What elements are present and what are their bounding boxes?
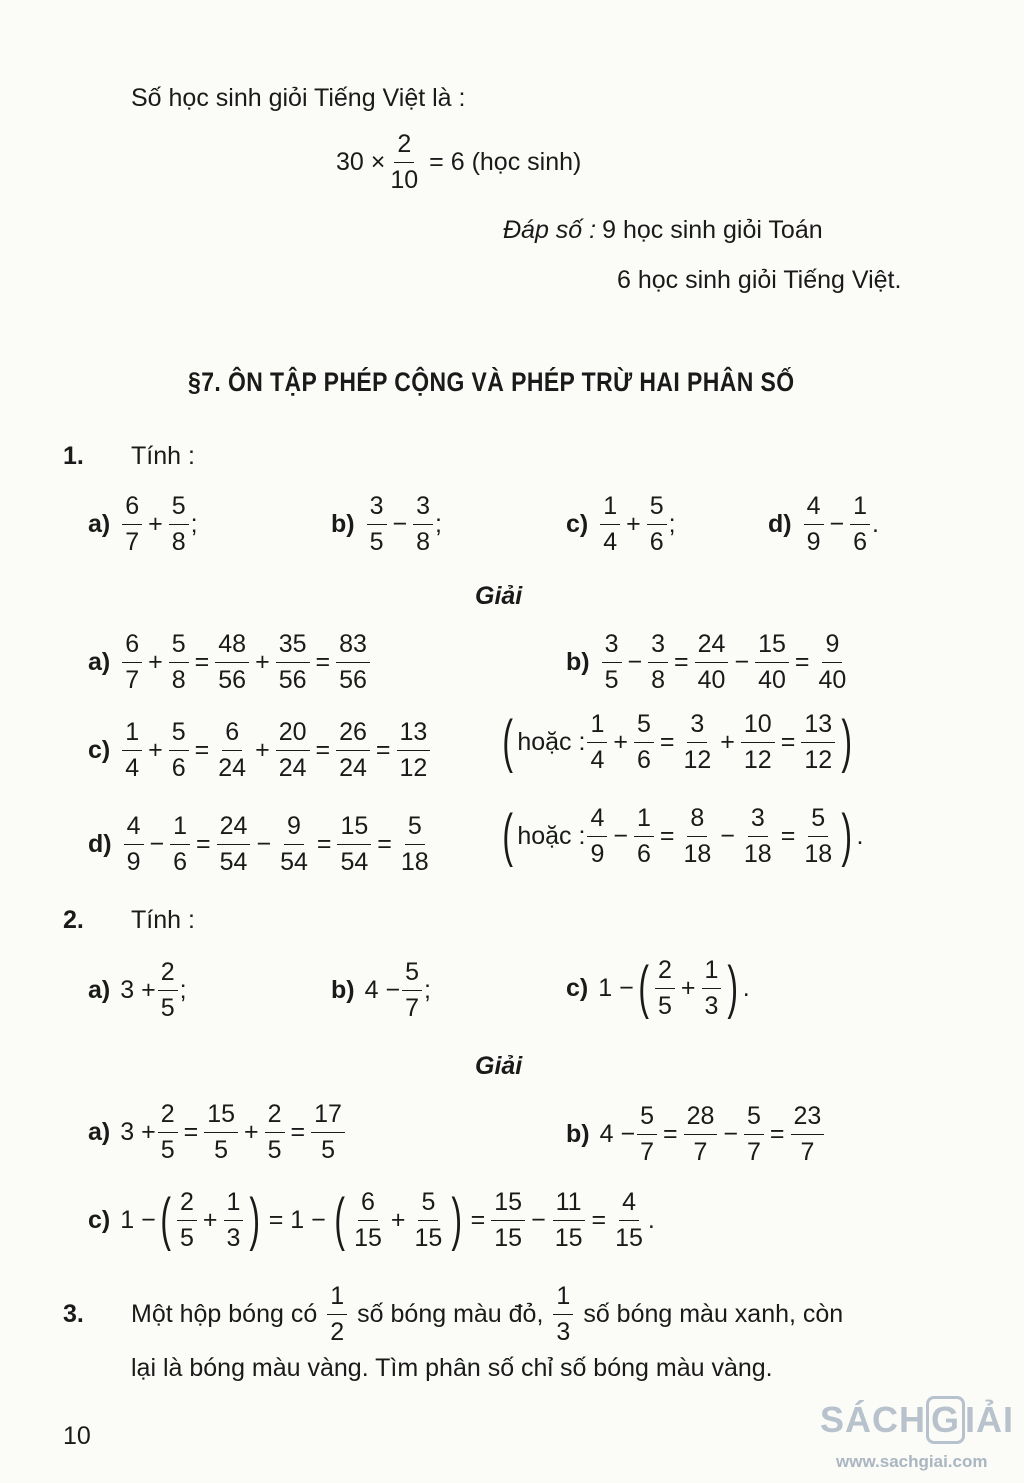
ex2-item-c: c) 1 − ( $\frac{2}{5}$ + $\frac{1}{3}$ ) . [566,955,750,1020]
expr-text: 30 × [336,147,386,176]
ex1-solution-d: d) $\frac{4}{9}$ − $\frac{1}{6}$ = $\frac{24}{54}$ − $\frac{9}{54}$ = $\frac{15}{54}$ = $\frac{5}{18}$ [88,812,429,876]
solution-heading: Giải [475,1052,523,1080]
ex1-item-c: c) $\frac{1}{4}$ + $\frac{5}{6}$ ; [566,492,676,556]
exercise-prompt: Tính : [131,906,195,934]
ex1-item-a: a) $\frac{6}{7}$ + $\frac{5}{8}$ ; [88,492,198,556]
exercise-prompt: Tính : [131,442,195,470]
ex1-solution-c: c) $\frac{1}{4}$ + $\frac{5}{6}$ = $\frac{6}{24}$ + $\frac{20}{24}$ = $\frac{26}{24}$ = $\frac{13}{12}$ [88,716,432,784]
exercise-number: 1. [63,442,84,470]
ex3-line-1: 3. Một hộp bóng có $\frac{1}{2}$ số bóng màu đỏ, $\frac{1}{3}$ số bóng màu xanh, còn [63,1282,844,1346]
ex1-solution-b: b) $\frac{3}{5}$ − $\frac{3}{8}$ = $\frac{24}{40}$ − $\frac{15}{40}$ = $\frac{9}{40}$ [566,630,847,694]
ex3-line-2: lại là bóng màu vàng. Tìm phân số chỉ số bóng màu vàng. [131,1354,773,1382]
ex1-alt-c: ( hoặc : $\frac{1}{4}$ + $\frac{5}{6}$ = $\frac{3}{12}$ + $\frac{10}{12}$ = $\frac{13}{12}$ ) [502,709,853,774]
ex2-item-a: a) 3 + $\frac{2}{5}$ ; [88,958,187,1022]
answer-line-2: 6 học sinh giỏi Tiếng Việt. [617,266,902,294]
logo-g-icon: G [926,1396,965,1444]
answer-text: 9 học sinh giỏi Toán [602,216,823,244]
ex1-alt-d: ( hoặc : $\frac{4}{9}$ − $\frac{1}{6}$ = $\frac{8}{18}$ − $\frac{3}{18}$ = $\frac{5}{18}$ ) . [502,803,864,868]
solution-heading: Giải [475,582,523,610]
ex2-item-b: b) 4 − $\frac{5}{7}$ ; [331,958,431,1022]
ex2-solution-a: a) 3 + $\frac{2}{5}$ = $\frac{15}{5}$ + $\frac{2}{5}$ = $\frac{17}{5}$ [88,1098,347,1166]
page-number: 10 [63,1422,91,1450]
prev-expression [336,128,581,196]
answer-line-1 [503,216,823,245]
ex1-solution-a: a) $\frac{6}{7}$ + $\frac{5}{8}$ = $\frac{48}{56}$ + $\frac{35}{56}$ = $\frac{83}{56}$ [88,628,372,696]
exercise-number: 2. [63,906,84,934]
ex2-solution-b: b) 4 − $\frac{5}{7}$ = $\frac{28}{7}$ − $\frac{5}{7}$ = $\frac{23}{7}$ [566,1100,826,1168]
ex1-item-d: d) $\frac{4}{9}$ − $\frac{1}{6}$ . [768,492,879,556]
section-title: §7. ÔN TẬP PHÉP CỘNG VÀ PHÉP TRỪ HAI PHÂN SỐ [188,367,795,397]
watermark-logo: SÁCH G IẢI [820,1396,1014,1444]
watermark-url: www.sachgiai.com [836,1452,988,1471]
answer-label: Đáp số : [503,216,597,244]
ex2-solution-c: c) 1 − ( $\frac{2}{5}$ + $\frac{1}{3}$ ) = 1 − ( $\frac{6}{15}$ + $\frac{5}{15}$ ) = $\frac{15}{15}$ − $\frac{11}{15}$ = $\frac{4}{15}$ . [88,1187,655,1252]
ex1-item-b: b) $\frac{3}{5}$ − $\frac{3}{8}$ ; [331,492,442,556]
fraction: $\frac{2}{10}$ [390,130,419,194]
expr-text: = 6 (học sinh) [429,147,582,176]
prev-intro: Số học sinh giỏi Tiếng Việt là : [131,84,466,112]
